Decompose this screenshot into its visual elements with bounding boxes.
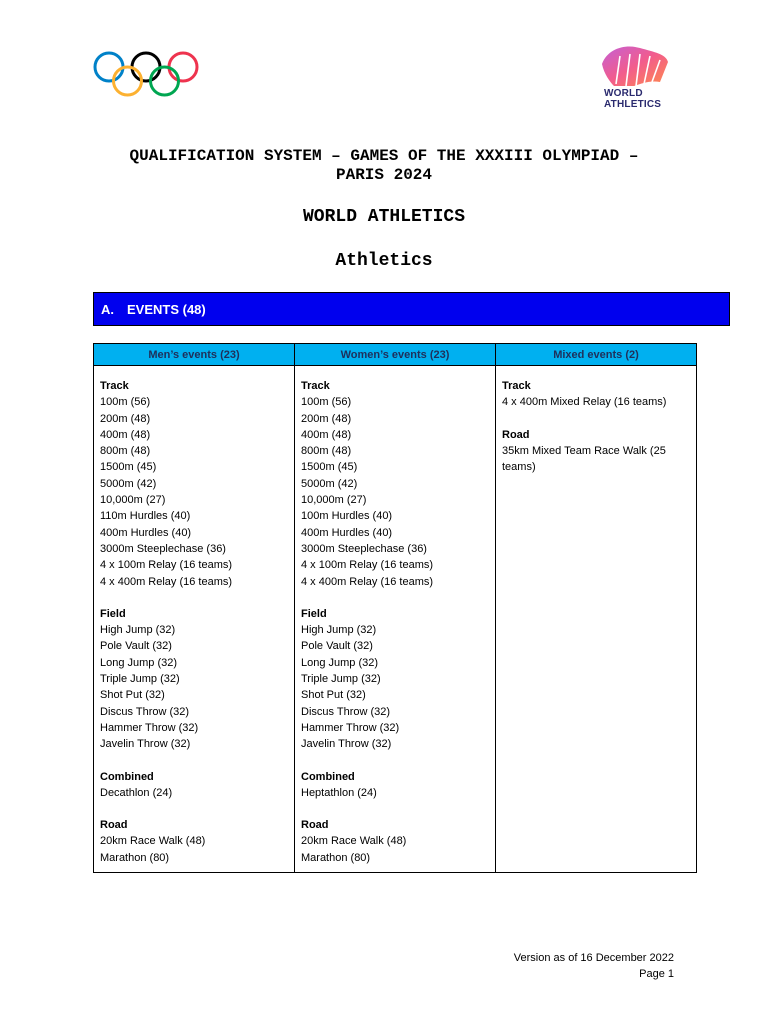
event-item: 1500m (45) xyxy=(301,461,358,474)
event-item: Heptathlon (24) xyxy=(301,786,377,799)
event-item: Hammer Throw (32) xyxy=(301,721,400,734)
event-item: 4 x 100m Relay (16 teams) xyxy=(301,559,434,572)
event-item: 20km Race Walk (48) xyxy=(301,835,407,848)
organization-heading: WORLD ATHLETICS xyxy=(302,207,466,227)
event-group-title: Combined xyxy=(301,770,355,783)
event-item: Discus Throw (32) xyxy=(100,705,190,718)
event-item: 400m Hurdles (40) xyxy=(100,526,192,539)
event-group-title: Track xyxy=(301,380,330,392)
event-group xyxy=(502,378,690,411)
event-group xyxy=(100,378,288,590)
document-title: QUALIFICATION SYSTEM – GAMES OF THE XXXIII OLYMPIAD – PARIS 2024 xyxy=(129,147,639,184)
event-group-title: Road xyxy=(301,819,329,832)
event-item: 800m (48) xyxy=(301,445,352,458)
event-item: High Jump (32) xyxy=(100,624,176,637)
event-item: Triple Jump (32) xyxy=(301,673,381,686)
event-item: 800m (48) xyxy=(100,445,151,458)
event-item: High Jump (32) xyxy=(301,624,377,637)
event-item: 400m (48) xyxy=(301,428,352,441)
event-group xyxy=(100,606,288,753)
event-item: Javelin Throw (32) xyxy=(301,738,392,751)
section-number: A. xyxy=(101,301,114,317)
version-note: Version as of 16 December 2022 xyxy=(513,952,674,964)
event-item: Javelin Throw (32) xyxy=(100,738,191,751)
event-item: Discus Throw (32) xyxy=(301,705,391,718)
event-group-title: Track xyxy=(100,380,129,392)
event-item: Shot Put (32) xyxy=(301,689,366,702)
event-item: 4 x 400m Relay (16 teams) xyxy=(100,575,233,588)
event-item: 3000m Steeplechase (36) xyxy=(301,542,427,555)
events-table xyxy=(93,343,697,873)
event-item: 4 x 400m Relay (16 teams) xyxy=(301,575,434,588)
event-group-title: Track xyxy=(502,380,531,392)
event-item: Long Jump (32) xyxy=(100,656,178,669)
event-item: Long Jump (32) xyxy=(301,656,379,669)
event-group xyxy=(502,427,690,476)
event-item: Marathon (80) xyxy=(100,851,170,864)
event-item: 10,000m (27) xyxy=(100,494,166,507)
event-group xyxy=(100,769,288,802)
mixed-events-cell xyxy=(496,366,697,873)
event-item: 35km Mixed Team Race Walk (25 teams) xyxy=(502,444,666,474)
event-item: 100m Hurdles (40) xyxy=(301,510,393,523)
page-number: Page 1 xyxy=(639,968,674,980)
event-item: 200m (48) xyxy=(301,412,352,425)
event-group xyxy=(301,817,489,866)
event-group xyxy=(100,817,288,866)
men-events-cell xyxy=(94,366,295,873)
event-item: 4 x 100m Relay (16 teams) xyxy=(100,559,233,572)
event-item: Marathon (80) xyxy=(301,851,371,864)
event-item: Decathlon (24) xyxy=(100,786,173,799)
event-item: Triple Jump (32) xyxy=(100,673,180,686)
event-item: Shot Put (32) xyxy=(100,689,165,702)
event-item: 5000m (42) xyxy=(301,477,358,490)
event-item: 3000m Steeplechase (36) xyxy=(100,542,226,555)
section-a-header xyxy=(93,292,730,326)
world-athletics-wordmark: WORLD ATHLETICS xyxy=(604,88,662,110)
event-item: 5000m (42) xyxy=(100,477,157,490)
event-item: Pole Vault (32) xyxy=(100,640,172,653)
event-item: 100m (56) xyxy=(301,396,352,409)
women-events-cell xyxy=(295,366,496,873)
event-item: 200m (48) xyxy=(100,412,151,425)
event-item: 100m (56) xyxy=(100,396,151,409)
event-item: 400m Hurdles (40) xyxy=(301,526,393,539)
event-group-title: Combined xyxy=(100,770,154,783)
event-group xyxy=(301,378,489,590)
olympic-rings-logo xyxy=(92,48,202,100)
event-group xyxy=(301,606,489,753)
column-header-mixed: Mixed events (2) xyxy=(496,344,697,366)
event-group-title: Road xyxy=(502,428,530,441)
column-header-men: Men’s events (23) xyxy=(94,344,295,366)
event-item: 4 x 400m Mixed Relay (16 teams) xyxy=(502,396,667,409)
event-group xyxy=(301,769,489,802)
event-item: 1500m (45) xyxy=(100,461,157,474)
event-item: Hammer Throw (32) xyxy=(100,721,199,734)
event-group-title: Field xyxy=(100,607,126,620)
section-label: EVENTS (48) xyxy=(127,301,206,317)
event-item: 20km Race Walk (48) xyxy=(100,835,206,848)
event-group-title: Field xyxy=(301,607,327,620)
event-item: 400m (48) xyxy=(100,428,151,441)
sport-heading: Athletics xyxy=(335,251,433,271)
event-item: 110m Hurdles (40) xyxy=(100,510,191,523)
event-item: 10,000m (27) xyxy=(301,494,367,507)
event-item: Pole Vault (32) xyxy=(301,640,373,653)
column-header-women: Women’s events (23) xyxy=(295,344,496,366)
event-group-title: Road xyxy=(100,819,128,832)
